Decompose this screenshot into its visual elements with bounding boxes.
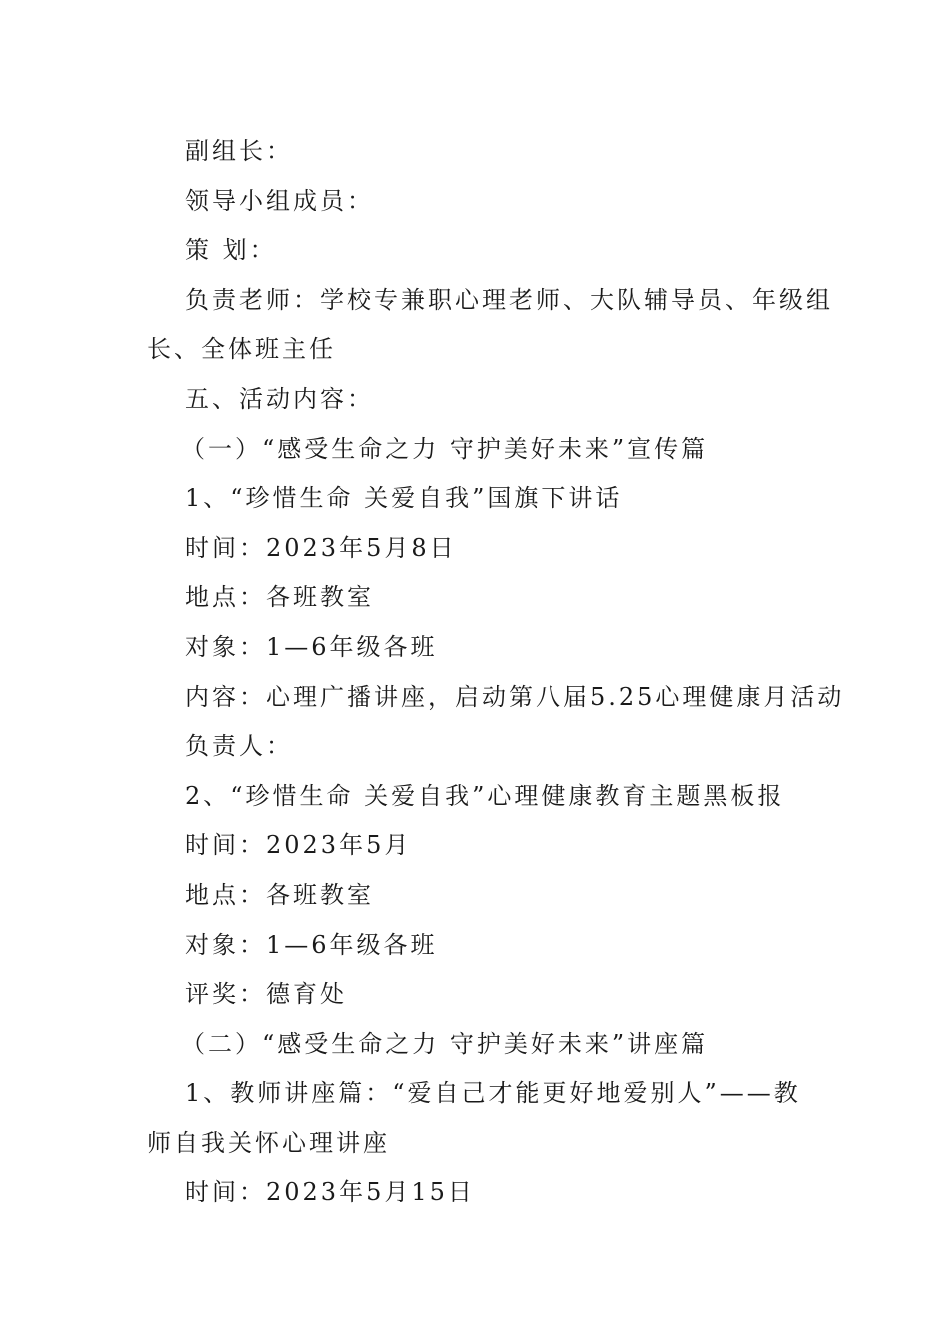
line-person-in-charge-1: 负责人： [185,732,293,761]
section-heading-activity-content: 五、活动内容： [185,384,374,413]
document-body [147,127,845,1218]
line-responsible-teachers: 负责老师：学校专兼职心理老师、大队辅导员、年级组 [185,285,833,314]
line-time-1: 时间：2023年5月8日 [185,533,457,562]
line-responsible-teachers-cont: 长、全体班主任 [147,335,336,364]
line-award: 评奖：德育处 [185,980,347,1009]
line-location-1: 地点：各班教室 [185,583,374,612]
line-location-2: 地点：各班教室 [185,880,374,909]
line-planning: 策 划： [185,236,277,265]
line-time-3: 时间：2023年5月15日 [185,1178,475,1207]
item-heading-flag-speech: 1、“珍惜生命 关爱自我”国旗下讲话 [185,484,623,513]
line-target-2: 对象：1—6年级各班 [185,930,438,959]
subsection-heading-lectures: （二）“感受生命之力 守护美好未来”讲座篇 [181,1029,709,1058]
line-time-2: 时间：2023年5月 [185,831,412,860]
subsection-heading-publicity: （一）“感受生命之力 守护美好未来”宣传篇 [181,434,709,463]
item-heading-teacher-lecture: 1、教师讲座篇：“爱自己才能更好地爱别人”——教 [185,1079,801,1108]
item-heading-teacher-lecture-cont: 师自我关怀心理讲座 [147,1128,390,1157]
line-target-1: 对象：1—6年级各班 [185,632,438,661]
line-deputy-leader: 副组长： [185,137,293,165]
line-content-1: 内容：心理广播讲座，启动第八届5.25心理健康月活动 [185,682,845,711]
line-leadership-members: 领导小组成员： [185,186,374,215]
item-heading-blackboard: 2、“珍惜生命 关爱自我”心理健康教育主题黑板报 [185,781,785,810]
